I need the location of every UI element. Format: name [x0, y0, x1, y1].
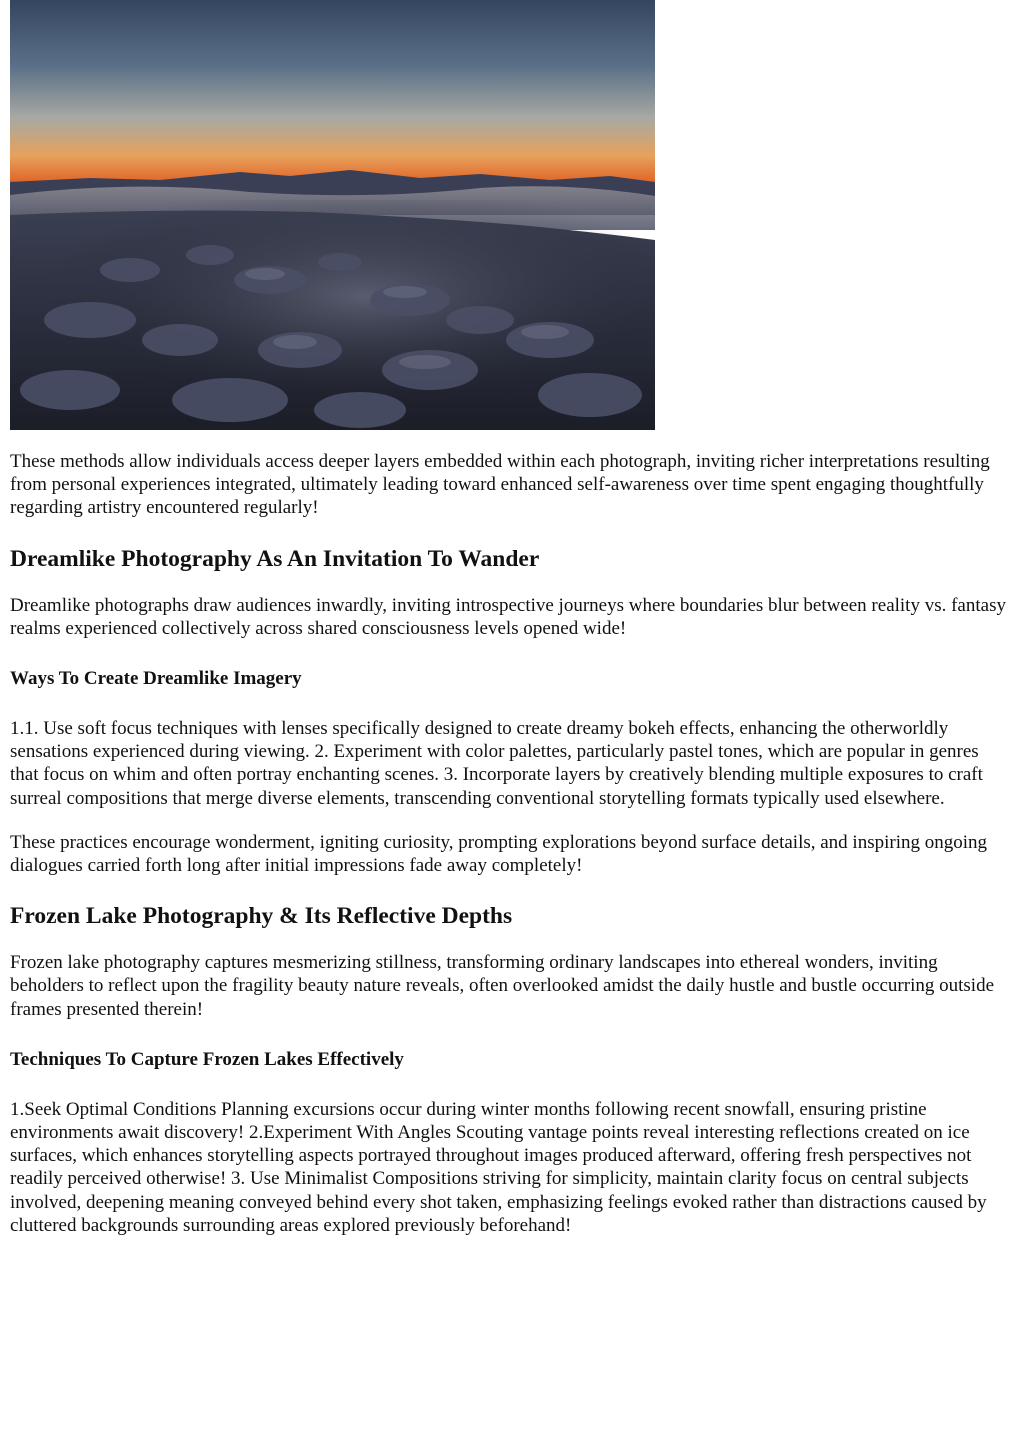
- dreamlike-paragraph: Dreamlike photographs draw audiences inwardly, inviting introspective journeys where boundaries blur between reality vs. fantasy realms experienced collectively across shared consciousness levels opened wide!: [10, 594, 1006, 639]
- frozen-lake-list-paragraph: 1.Seek Optimal Conditions Planning excursions occur during winter months following recent snowfall, ensuring pristine environments await discovery! 2.Experiment With Angles Scouting vantage points reveal interesting reflections created on ice surfaces, which enhances storytelling aspects portrayed throughout images produced afterward, offering fresh perspectives not readily perceived otherwise! 3. Use Minimalist Compositions striving for simplicity, maintain clarity focus on central subjects involved, deepening meaning conveyed behind every shot taken, emphasizing feelings evoked rather than distractions caused by cluttered backgrounds surrounding areas explored previously beforehand!: [10, 1098, 987, 1236]
- subheading-dreamlike-ways: Ways To Create Dreamlike Imagery: [10, 668, 302, 690]
- subheading-frozen-lake-techniques: Techniques To Capture Frozen Lakes Effectively: [10, 1048, 404, 1070]
- frozen-lake-paragraph: Frozen lake photography captures mesmerizing stillness, transforming ordinary landscapes into ethereal wonders, inviting beholders to reflect upon the fragility beauty nature reveals, often overlooked amidst the daily hustle and bustle occurring outside frames presented therein!: [10, 952, 995, 1020]
- dreamlike-closing-paragraph: These practices encourage wonderment, igniting curiosity, prompting explorations beyond surface details, and inspiring ongoing dialogues carried forth long after initial impressions fade away completely!: [10, 831, 988, 877]
- section-heading-dreamlike: Dreamlike Photography As An Invitation To Wander: [10, 545, 540, 572]
- article-page: [10, 0, 1008, 1237]
- dreamlike-list-paragraph: 1.1. Use soft focus techniques with lenses specifically designed to create dreamy bokeh effects, enhancing the otherworldly sensations experienced during viewing. 2. Experiment with color palettes, particularly pastel tones, which are popular in genres that focus on whim and often portray enchanting scenes. 3. Incorporate layers by creatively blending multiple exposures to craft surreal compositions that merge diverse elements, transcending conventional storytelling formats typically used elsewhere.: [10, 718, 983, 809]
- intro-paragraph: These methods allow individuals access deeper layers embedded within each photograph, inviting richer interpretations resulting from personal experiences integrated, ultimately leading toward enhanced self-awareness over time spent engaging thoughtfully regarding artistry encountered regularly!: [10, 451, 990, 519]
- snowy-mountain-sunset-photo: [10, 0, 655, 430]
- photo-graphic: [10, 0, 655, 430]
- section-heading-frozen-lake: Frozen Lake Photography & Its Reflective Depths: [10, 903, 513, 930]
